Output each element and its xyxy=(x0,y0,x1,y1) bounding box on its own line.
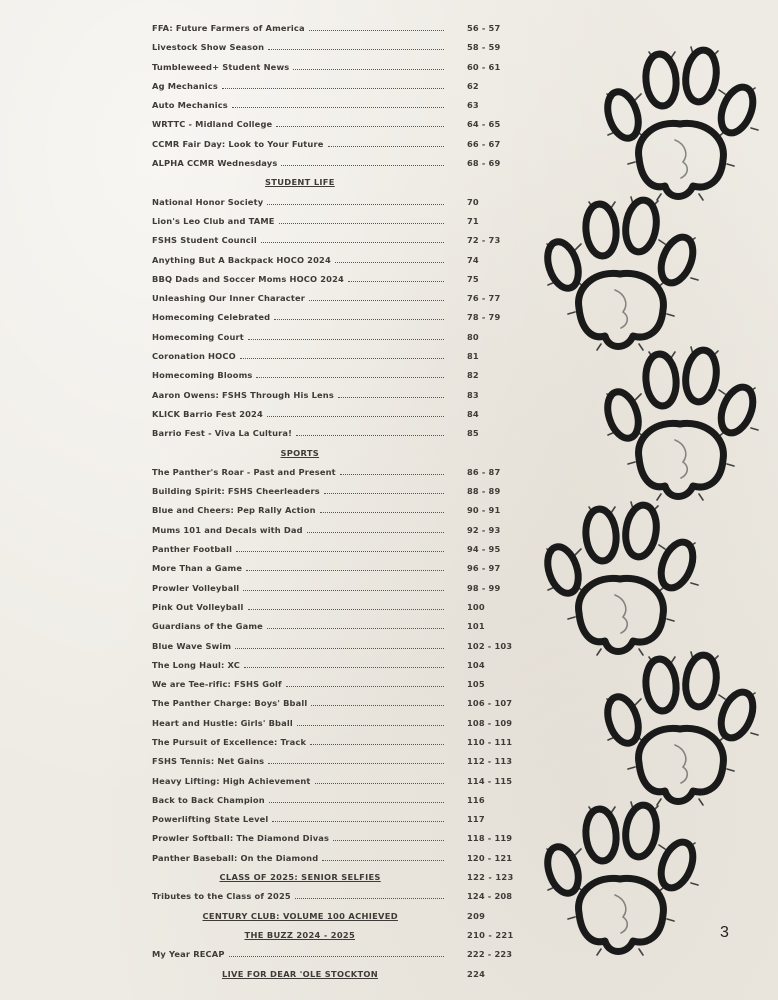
entry-pages: 222 - 223 xyxy=(467,949,513,960)
entry-title: Auto Mechanics xyxy=(152,100,228,111)
entry-title: FSHS Tennis: Net Gains xyxy=(152,756,265,767)
dot-leader xyxy=(244,667,444,668)
entry-pages: 118 - 119 xyxy=(467,833,513,844)
entry-title: Coronation HOCO xyxy=(152,351,236,362)
toc-section-heading xyxy=(152,927,522,946)
dot-leader xyxy=(348,281,444,282)
entry-pages: 76 - 77 xyxy=(467,293,501,304)
toc-entry xyxy=(152,367,522,386)
dot-leader xyxy=(315,783,444,784)
entry-pages: 72 - 73 xyxy=(467,235,501,246)
dot-leader xyxy=(320,512,444,513)
entry-pages: 98 - 99 xyxy=(467,582,501,593)
dot-leader xyxy=(296,435,444,436)
dot-leader xyxy=(276,126,444,127)
section-pages: 122 - 123 xyxy=(467,872,514,883)
dot-leader xyxy=(333,840,444,841)
toc-entry xyxy=(152,618,522,637)
entry-title: Guardians of the Game xyxy=(152,621,263,632)
entry-title: Livestock Show Season xyxy=(152,42,265,53)
entry-pages: 86 - 87 xyxy=(467,466,501,477)
toc-entry xyxy=(152,483,522,502)
entry-pages: 58 - 59 xyxy=(467,42,501,53)
entry-title: Heart and Hustle: Girls' Bball xyxy=(152,717,293,728)
entry-title: Anything But A Backpack HOCO 2024 xyxy=(152,254,331,265)
dot-leader xyxy=(232,107,444,108)
dot-leader xyxy=(274,319,444,320)
toc-entry xyxy=(152,599,522,618)
entry-title: Homecoming Celebrated xyxy=(152,312,271,323)
dot-leader xyxy=(248,609,444,610)
dot-leader xyxy=(240,358,444,359)
toc-entry xyxy=(152,502,522,521)
entry-title: Prowler Softball: The Diamond Divas xyxy=(152,833,330,844)
entry-title: My Year RECAP xyxy=(152,949,225,960)
dot-leader xyxy=(293,69,444,70)
entry-pages: 88 - 89 xyxy=(467,486,501,497)
entry-pages: 84 xyxy=(467,408,479,419)
dot-leader xyxy=(295,898,444,899)
toc-entry xyxy=(152,213,522,232)
section-pages: 209 xyxy=(467,910,486,921)
entry-title: Tributes to the Class of 2025 xyxy=(152,891,291,902)
section-title: SPORTS xyxy=(280,447,320,458)
entry-title: Building Spirit: FSHS Cheerleaders xyxy=(152,486,320,497)
toc-entry xyxy=(152,811,522,830)
entry-pages: 104 xyxy=(467,659,485,670)
entry-title: KLICK Barrio Fest 2024 xyxy=(152,408,263,419)
entry-pages: 71 xyxy=(467,215,479,226)
entry-title: FFA: Future Farmers of America xyxy=(152,23,305,33)
entry-title: Prowler Volleyball xyxy=(152,582,240,593)
entry-pages: 101 xyxy=(467,621,485,632)
dot-leader xyxy=(256,377,444,378)
toc-section-heading xyxy=(152,445,522,464)
entry-title: The Panther's Roar - Past and Present xyxy=(152,466,336,477)
entry-pages: 90 - 91 xyxy=(467,505,501,516)
toc-entry xyxy=(152,888,522,907)
dot-leader xyxy=(268,763,444,764)
paw-print-icon xyxy=(535,495,705,665)
toc-section-heading xyxy=(152,966,522,985)
section-title: LIVE FOR DEAR 'OLE STOCKTON xyxy=(222,968,379,979)
toc-entry xyxy=(152,136,522,155)
entry-pages: 83 xyxy=(467,389,479,400)
entry-title: Blue Wave Swim xyxy=(152,640,232,651)
entry-title: The Panther Charge: Boys' Bball xyxy=(152,698,308,709)
entry-title: Lion's Leo Club and TAME xyxy=(152,215,275,226)
section-title: STUDENT LIFE xyxy=(265,177,335,188)
paw-print-icon xyxy=(535,795,705,965)
dot-leader xyxy=(328,146,444,147)
dot-leader xyxy=(235,648,444,649)
entry-title: FSHS Student Council xyxy=(152,235,257,246)
dot-leader xyxy=(246,570,444,571)
entry-pages: 112 - 113 xyxy=(467,756,513,767)
entry-title: Heavy Lifting: High Achievement xyxy=(152,775,311,786)
dot-leader xyxy=(309,30,444,31)
toc-entry xyxy=(152,329,522,348)
dot-leader xyxy=(322,860,444,861)
entry-title: National Honor Society xyxy=(152,196,264,207)
dot-leader xyxy=(335,262,444,263)
dot-leader xyxy=(236,551,444,552)
dot-leader xyxy=(267,204,444,205)
entry-pages: 56 - 57 xyxy=(467,23,501,33)
dot-leader xyxy=(229,956,444,957)
entry-pages: 75 xyxy=(467,273,479,284)
dot-leader xyxy=(272,821,444,822)
entry-title: We are Tee-rific: FSHS Golf xyxy=(152,679,282,690)
entry-title: Pink Out Volleyball xyxy=(152,601,244,612)
entry-title: Mums 101 and Decals with Dad xyxy=(152,524,303,535)
toc-entry xyxy=(152,773,522,792)
dot-leader xyxy=(309,300,444,301)
entry-title: Homecoming Court xyxy=(152,331,244,342)
dot-leader xyxy=(311,705,444,706)
entry-title: Unleashing Our Inner Character xyxy=(152,293,305,304)
section-title: CLASS OF 2025: SENIOR SELFIES xyxy=(219,872,381,883)
toc-entry xyxy=(152,676,522,695)
toc-entry xyxy=(152,695,522,714)
toc-entry xyxy=(152,425,522,444)
entry-pages: 117 xyxy=(467,814,485,825)
section-pages: 210 - 221 xyxy=(467,929,514,940)
entry-pages: 82 xyxy=(467,370,479,381)
entry-title: The Pursuit of Excellence: Track xyxy=(152,736,307,747)
table-of-contents xyxy=(152,20,522,985)
toc-entry xyxy=(152,59,522,78)
entry-title: More Than a Game xyxy=(152,563,243,574)
entry-pages: 64 - 65 xyxy=(467,119,501,130)
entry-title: Blue and Cheers: Pep Rally Action xyxy=(152,505,316,516)
entry-pages: 100 xyxy=(467,601,485,612)
entry-pages: 96 - 97 xyxy=(467,563,501,574)
toc-entry xyxy=(152,830,522,849)
section-title: CENTURY CLUB: VOLUME 100 ACHIEVED xyxy=(202,910,398,921)
entry-title: Panther Football xyxy=(152,544,233,555)
dot-leader xyxy=(243,590,444,591)
toc-entry xyxy=(152,252,522,271)
entry-title: BBQ Dads and Soccer Moms HOCO 2024 xyxy=(152,273,344,284)
toc-entry xyxy=(152,560,522,579)
entry-title: Aaron Owens: FSHS Through His Lens xyxy=(152,389,334,400)
paw-print-icon xyxy=(595,340,765,510)
dot-leader xyxy=(310,744,444,745)
toc-entry xyxy=(152,734,522,753)
entry-pages: 74 xyxy=(467,254,479,265)
toc-entry xyxy=(152,116,522,135)
dot-leader xyxy=(324,493,444,494)
toc-entry xyxy=(152,232,522,251)
entry-pages: 60 - 61 xyxy=(467,61,501,72)
entry-pages: 85 xyxy=(467,428,479,439)
entry-pages: 80 xyxy=(467,331,479,342)
dot-leader xyxy=(279,223,444,224)
entry-title: The Long Haul: XC xyxy=(152,659,241,670)
entry-title: CCMR Fair Day: Look to Your Future xyxy=(152,138,324,149)
toc-entry xyxy=(152,946,522,965)
entry-pages: 68 - 69 xyxy=(467,158,501,169)
entry-title: Tumbleweed+ Student News xyxy=(152,61,290,72)
toc-entry xyxy=(152,348,522,367)
toc-entry xyxy=(152,792,522,811)
dot-leader xyxy=(269,802,444,803)
entry-pages: 114 - 115 xyxy=(467,775,513,786)
page-number: 3 xyxy=(720,924,729,941)
dot-leader xyxy=(297,725,444,726)
toc-section-heading xyxy=(152,869,522,888)
toc-section-heading xyxy=(152,908,522,927)
dot-leader xyxy=(267,416,444,417)
toc-entry xyxy=(152,271,522,290)
toc-entry xyxy=(152,20,522,39)
toc-entry xyxy=(152,290,522,309)
toc-entry xyxy=(152,387,522,406)
entry-title: Ag Mechanics xyxy=(152,80,218,91)
dot-leader xyxy=(222,88,444,89)
entry-pages: 70 xyxy=(467,196,479,207)
toc-entry xyxy=(152,464,522,483)
dot-leader xyxy=(338,397,444,398)
entry-title: ALPHA CCMR Wednesdays xyxy=(152,158,278,169)
entry-title: Barrio Fest - Viva La Cultura! xyxy=(152,428,293,439)
entry-pages: 78 - 79 xyxy=(467,312,501,323)
entry-pages: 66 - 67 xyxy=(467,138,501,149)
dot-leader xyxy=(268,49,444,50)
toc-entry xyxy=(152,194,522,213)
toc-entry xyxy=(152,638,522,657)
entry-pages: 81 xyxy=(467,351,479,362)
entry-title: Homecoming Blooms xyxy=(152,370,253,381)
section-title: THE BUZZ 2024 - 2025 xyxy=(244,929,356,940)
paw-print-icon xyxy=(535,190,705,360)
toc-section-heading xyxy=(152,174,522,193)
entry-title: WRTTC - Midland College xyxy=(152,119,273,130)
toc-entry xyxy=(152,541,522,560)
entry-title: Panther Baseball: On the Diamond xyxy=(152,852,319,863)
dot-leader xyxy=(286,686,444,687)
entry-pages: 102 - 103 xyxy=(467,640,513,651)
entry-pages: 105 xyxy=(467,679,485,690)
entry-pages: 94 - 95 xyxy=(467,544,501,555)
toc-entry xyxy=(152,580,522,599)
entry-pages: 108 - 109 xyxy=(467,717,513,728)
toc-entry xyxy=(152,850,522,869)
toc-entry xyxy=(152,715,522,734)
dot-leader xyxy=(281,165,444,166)
toc-entry xyxy=(152,155,522,174)
paw-print-icon xyxy=(595,40,765,210)
dot-leader xyxy=(307,532,444,533)
entry-pages: 116 xyxy=(467,794,485,805)
toc-entry xyxy=(152,522,522,541)
entry-pages: 124 - 208 xyxy=(467,891,513,902)
toc-entry xyxy=(152,97,522,116)
dot-leader xyxy=(340,474,444,475)
toc-entry xyxy=(152,309,522,328)
entry-pages: 63 xyxy=(467,100,479,111)
entry-pages: 106 - 107 xyxy=(467,698,513,709)
toc-entry xyxy=(152,39,522,58)
paw-print-icon xyxy=(595,645,765,815)
dot-leader xyxy=(267,628,444,629)
entry-pages: 62 xyxy=(467,80,479,91)
dot-leader xyxy=(248,339,444,340)
toc-entry xyxy=(152,657,522,676)
entry-pages: 110 - 111 xyxy=(467,736,513,747)
entry-pages: 92 - 93 xyxy=(467,524,501,535)
toc-entry xyxy=(152,406,522,425)
section-pages: 224 xyxy=(467,968,486,979)
toc-entry xyxy=(152,78,522,97)
entry-title: Back to Back Champion xyxy=(152,794,265,805)
entry-title: Powerlifting State Level xyxy=(152,814,269,825)
entry-pages: 120 - 121 xyxy=(467,852,513,863)
dot-leader xyxy=(261,242,444,243)
toc-entry xyxy=(152,753,522,772)
